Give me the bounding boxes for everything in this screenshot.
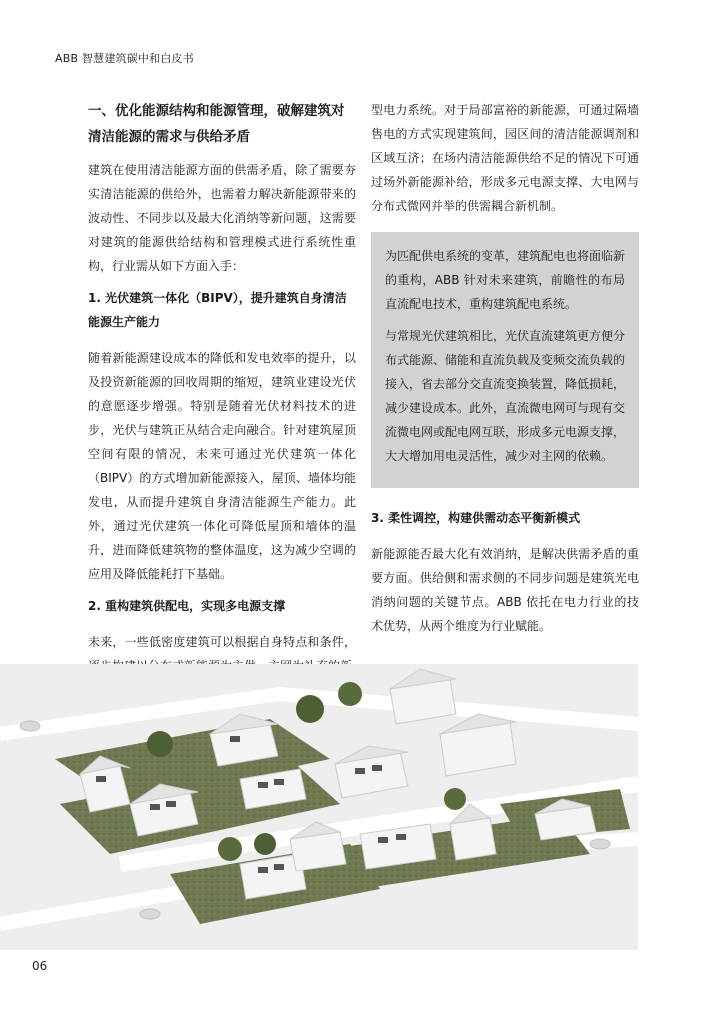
section-heading-main: 一、优化能源结构和能源管理，破解建筑对清洁能源的需求与供给矛盾 xyxy=(88,103,345,145)
left-column xyxy=(88,98,356,686)
tree xyxy=(444,788,466,810)
callout-paragraph-2: 与常规光伏建筑相比，光伏直流建筑更方便分布式能源、储能和直流负载及变频交流负载的接入，省去部分交直流变换装置，降低损耗，减少建设成本。此外，直流微电网可与现有交流微电网或配电网互联，形成多元电源支撑，大大增加用电灵活性，减少对主网的依赖。 xyxy=(385,329,626,463)
car xyxy=(140,909,160,919)
callout-box xyxy=(371,232,639,488)
section1-body: 随着新能源建设成本的降低和发电效率的提升，以及投资新能源的回收周期的缩短，建筑业建设光伏的意愿逐步增强。特别是随着光伏材料技术的进步，光伏与建筑正从结合走向融合。针对建筑屋顶空间有限的情况，未来可通过光伏建筑一体化（BIPV）的方式增加新能源接入，屋顶、墙体均能发电，从而提升建筑自身清洁能源生产能力。此外，通过光伏建筑一体化可降低屋顶和墙体的温升，进而降低建筑物的整体温度，这为减少空调的应用及降低能耗打下基础。 xyxy=(88,351,356,581)
intro-paragraph: 建筑在使用清洁能源方面的供需矛盾，除了需要夯实清洁能源的供给外，也需着力解决新能源带来的波动性、不同步以及最大化消纳等新问题，这需要对建筑的能源供给结构和管理模式进行系统性重构，行业需从如下方面入手： xyxy=(88,163,356,273)
callout-paragraph-1: 为匹配供电系统的变革，建筑配电也将面临新的重构，ABB 针对未来建筑，前瞻性的布局直流配电技术，重构建筑配电系统。 xyxy=(385,249,626,311)
right-column xyxy=(371,98,639,646)
car xyxy=(590,839,610,849)
section1-title: 1. 光伏建筑一体化（BIPV），提升建筑自身清洁能源生产能力 xyxy=(88,291,347,329)
tree xyxy=(254,833,276,855)
section3-title: 3. 柔性调控，构建供需动态平衡新模式 xyxy=(371,511,581,525)
document-header-title: ABB 智慧建筑碳中和白皮书 xyxy=(55,52,194,65)
tree xyxy=(218,837,242,861)
continuation-paragraph: 型电力系统。对于局部富裕的新能源，可通过隔墙售电的方式实现建筑间，园区间的清洁能源调剂和区域互济；在场内清洁能源供给不足的情况下可通过场外新能源补给，形成多元电源支撑、大电网与分布式微网并举的供需耦合新机制。 xyxy=(371,103,639,213)
section2-title: 2. 重构建筑供配电，实现多电源支撑 xyxy=(88,599,286,613)
neighborhood-illustration xyxy=(0,664,638,950)
section2-body: 未来，一些低密度建筑可以根据自身特点和条件， xyxy=(88,635,356,649)
section3-body: 新能源能否最大化有效消纳，是解决供需矛盾的重要方面。供给侧和需求侧的不同步问题是建筑光电消纳问题的关键节点。ABB 依托在电力行业的技术优势，从两个维度为行业赋能。 xyxy=(371,547,639,633)
tree xyxy=(296,695,324,723)
tree xyxy=(338,682,362,706)
page-number: 06 xyxy=(32,959,48,973)
car xyxy=(20,721,40,731)
tree xyxy=(147,731,173,757)
